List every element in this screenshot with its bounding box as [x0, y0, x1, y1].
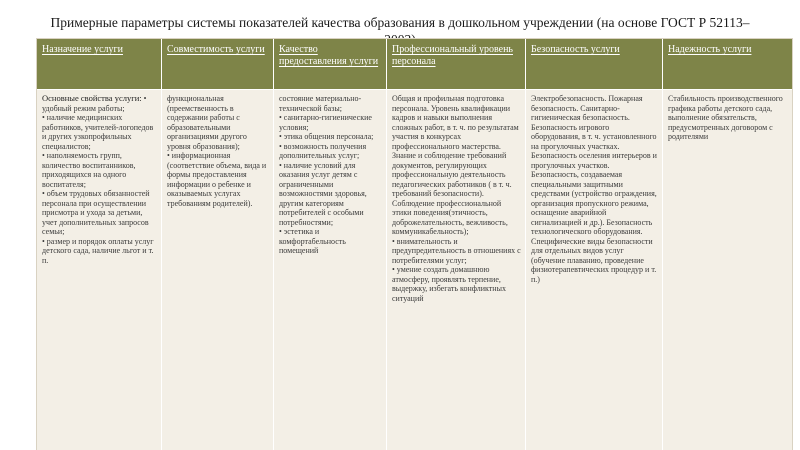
header-row-divider [37, 89, 792, 90]
cell-staff-level: Общая и профильная подготовка персонала. Уровень квалификации кадров и навыки выполнения сложных работ, в т. ч. по результатам участия в конкурсах профессионального мастерства. Знание и соблюдение требований документов, регулирующих профессиональную деятельность педагогических работников ( в т. ч. требований безопасности). Соблюдение профессиональной этики поведения(этичность, доброжелательность, вежливость, коммуникабельность); • внимательность и предупредительность в отношениях с потребителями услуг; • умение создать домашнюю атмосферу, проявлять терпение, выдержку, избегать конфликтных ситуаций [392, 94, 521, 303]
column-divider [161, 39, 162, 450]
column-divider [525, 39, 526, 450]
quality-parameters-table [37, 39, 792, 450]
cell-service-safety: Электробезопасность. Пожарная безопасность. Санитарно-гигиеническая безопасность. Безопасность игрового оборудования, в т. ч. установленного на прогулочных участках. Безопасность оселения интерьеров и прогулочных участков. Безопасность, создаваемая специальными защитными средствами (устройство ограждения, организация пропускного режима, оснащение аварийной сигнализацией и др.). Безопасность технологического оборудования. Специфические виды безопасности для отдельных видов услуг (обучение плаванию, проведение физиотерапевтических процедур и т. п.) [531, 94, 657, 284]
column-service-reliability [663, 39, 792, 450]
cell-service-compatibility: функциональная (преемственность в содержании работы с образовательными организациями другого уровня образования); • информационная (соответствие объема, вида и формы предоставления информации о ребенке и оказываемых услугах требованиям родителей). [167, 94, 267, 208]
cell-service-quality: состояние материально-технической базы; • санитарно-гигиенические условия; • этика общения персонала; • возможность получения дополнительных услуг; • наличие условий для оказания услуг детям с ограниченными возможностями здоровья, другим категориям потребителей с особыми потребностями; • эстетика и комфортабельность помещений [279, 94, 374, 255]
cell-lead-text: Основные свойства услуги: [42, 93, 142, 103]
header-service-quality: Качество предоставления услуги [274, 39, 386, 89]
cell-service-purpose [37, 89, 161, 450]
header-service-compatibility: Совместимость услуги [162, 39, 273, 89]
column-service-safety [526, 39, 662, 450]
column-divider [386, 39, 387, 450]
header-staff-level: Профессиональный уровень персонала [387, 39, 525, 89]
cell-text: • удобный режим работы; • наличие медицинских работников, учителей-логопедов и других узкопрофильных специалистов; • наполняемость групп, количество воспитанников, приходящихся на одного воспитателя; • объем трудовых обязанностей персонала при осуществлении присмотра и ухода за детьми, учет дополнительных запросов семьи; • размер и порядок оплаты услуг детского сада, наличие льгот и т. п. [42, 94, 154, 265]
header-service-safety: Безопасность услуги [526, 39, 662, 89]
header-service-reliability: Надежность услуги [663, 39, 792, 89]
column-divider [273, 39, 274, 450]
cell-service-reliability: Стабильность производственного графика работы детского сада, выполнение обязательств, предусмотренных договором с родителями [668, 94, 783, 141]
header-service-purpose: Назначение услуги [37, 39, 161, 89]
column-divider [662, 39, 663, 450]
column-service-quality [274, 39, 386, 450]
column-service-purpose [37, 39, 161, 450]
column-service-compatibility [162, 39, 273, 450]
page-title: Примерные параметры системы показателей качества образования в дошкольном учреждении (на основе ГОСТ Р 52113– [50, 15, 750, 30]
column-staff-level [387, 39, 525, 450]
